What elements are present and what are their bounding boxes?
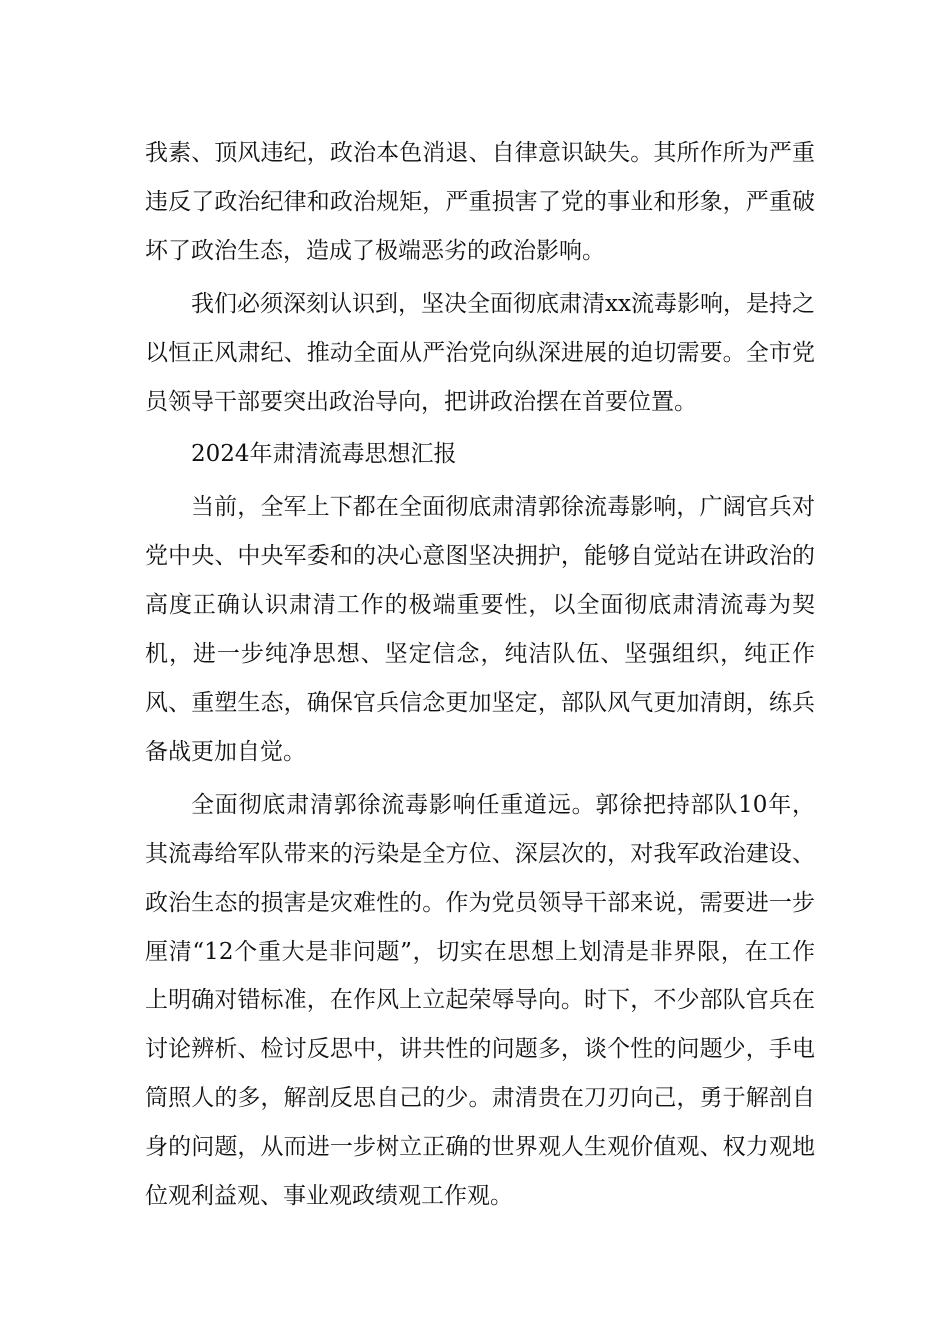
document-body [145, 129, 815, 1221]
paragraph-4: 全面彻底肃清郭徐流毒影响任重道远。郭徐把持部队10年，其流毒给军队带来的污染是全方位、深层次的，对我军政治建设、政治生态的损害是灾难性的。作为党员领导干部来说，需要进一步厘清“12个重大是非问题”，切实在思想上划清是非界限，在工作上明确对错标准，在作风上立起荣辱导向。时下，不少部队官兵在讨论辨析、检讨反思中，讲共性的问题多，谈个性的问题少，手电筒照人的多，解剖反思自己的少。肃清贵在刀刃向己，勇于解剖自身的问题，从而进一步树立正确的世界观人生观价值观、权力观地位观利益观、事业观政绩观工作观。 [145, 791, 815, 1210]
paragraph-3: 当前，全军上下都在全面彻底肃清郭徐流毒影响，广阔官兵对党中央、中央军委和的决心意图坚决拥护，能够自觉站在讲政治的高度正确认识肃清工作的极端重要性，以全面彻底肃清流毒为契机，进一步纯净思想、坚定信念，纯洁队伍、坚强组织，纯正作风、重塑生态，确保官兵信念更加坚定，部队风气更加清朗，练兵备战更加自觉。 [145, 494, 815, 765]
paragraph-2: 我们必须深刻认识到，坚决全面彻底肃清xx流毒影响，是持之以恒正风肃纪、推动全面从严治党向纵深进展的迫切需要。全市党员领导干部要突出政治导向，把讲政治摆在首要位置。 [145, 290, 815, 415]
section-heading: 2024年肃清流毒思想汇报 [191, 441, 457, 468]
paragraph-1: 我素、顶风违纪，政治本色消退、自律意识缺失。其所作所为严重违反了政治纪律和政治规矩，严重损害了党的事业和形象，严重破坏了政治生态，造成了极端恶劣的政治影响。 [145, 140, 815, 264]
